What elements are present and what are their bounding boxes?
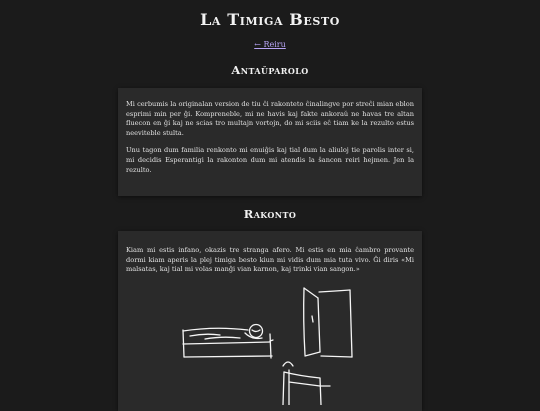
back-link[interactable]: ← Reiru [254, 40, 286, 49]
foreword-heading: Antaŭparolo [231, 63, 309, 77]
child-head-drawing [250, 325, 263, 338]
story-heading: Rakonto [243, 207, 297, 221]
foreword-paragraph: Unu tagon dum familia renkonto mi enuiĝis kaj tial dum la aliuloj tie parolis inter si, mi decidis Esperantigi la rakonton dum mi atendis la ŝancon reiri hejmen. Jen la rezulto. [126, 146, 414, 174]
foreword-paragraph: Mi cerbumis la originalan version de tiu ĉi rakonteto ĉinalingve por streĉi mian eblon esprimi min per ĝi. Kompreneble, mi ne havis kaj fakte ankoraŭ ne havas tre altan fluecon en ĝi kaj ne scias tro multajn vortojn, do mi sciis eĉ tiam ke la rezulto estus neeviteble stulta. [126, 100, 414, 137]
bed-drawing [183, 328, 273, 358]
door-drawing [304, 288, 352, 357]
creature-drawing [283, 362, 330, 405]
page-title: La Timiga Besto [200, 10, 340, 29]
story-paragraph: Kiam mi estis infano, okazis tre stranga afero. Mi estis en mia ĉambro provante dormi kiam aperis la plej timiga besto kiun mi vidis dum mia tuta vivo. Ĝi diris «Mi malsatas, kaj tial mi volas manĝi vian karnon, kaj trinki vian sangon.» [126, 246, 414, 274]
